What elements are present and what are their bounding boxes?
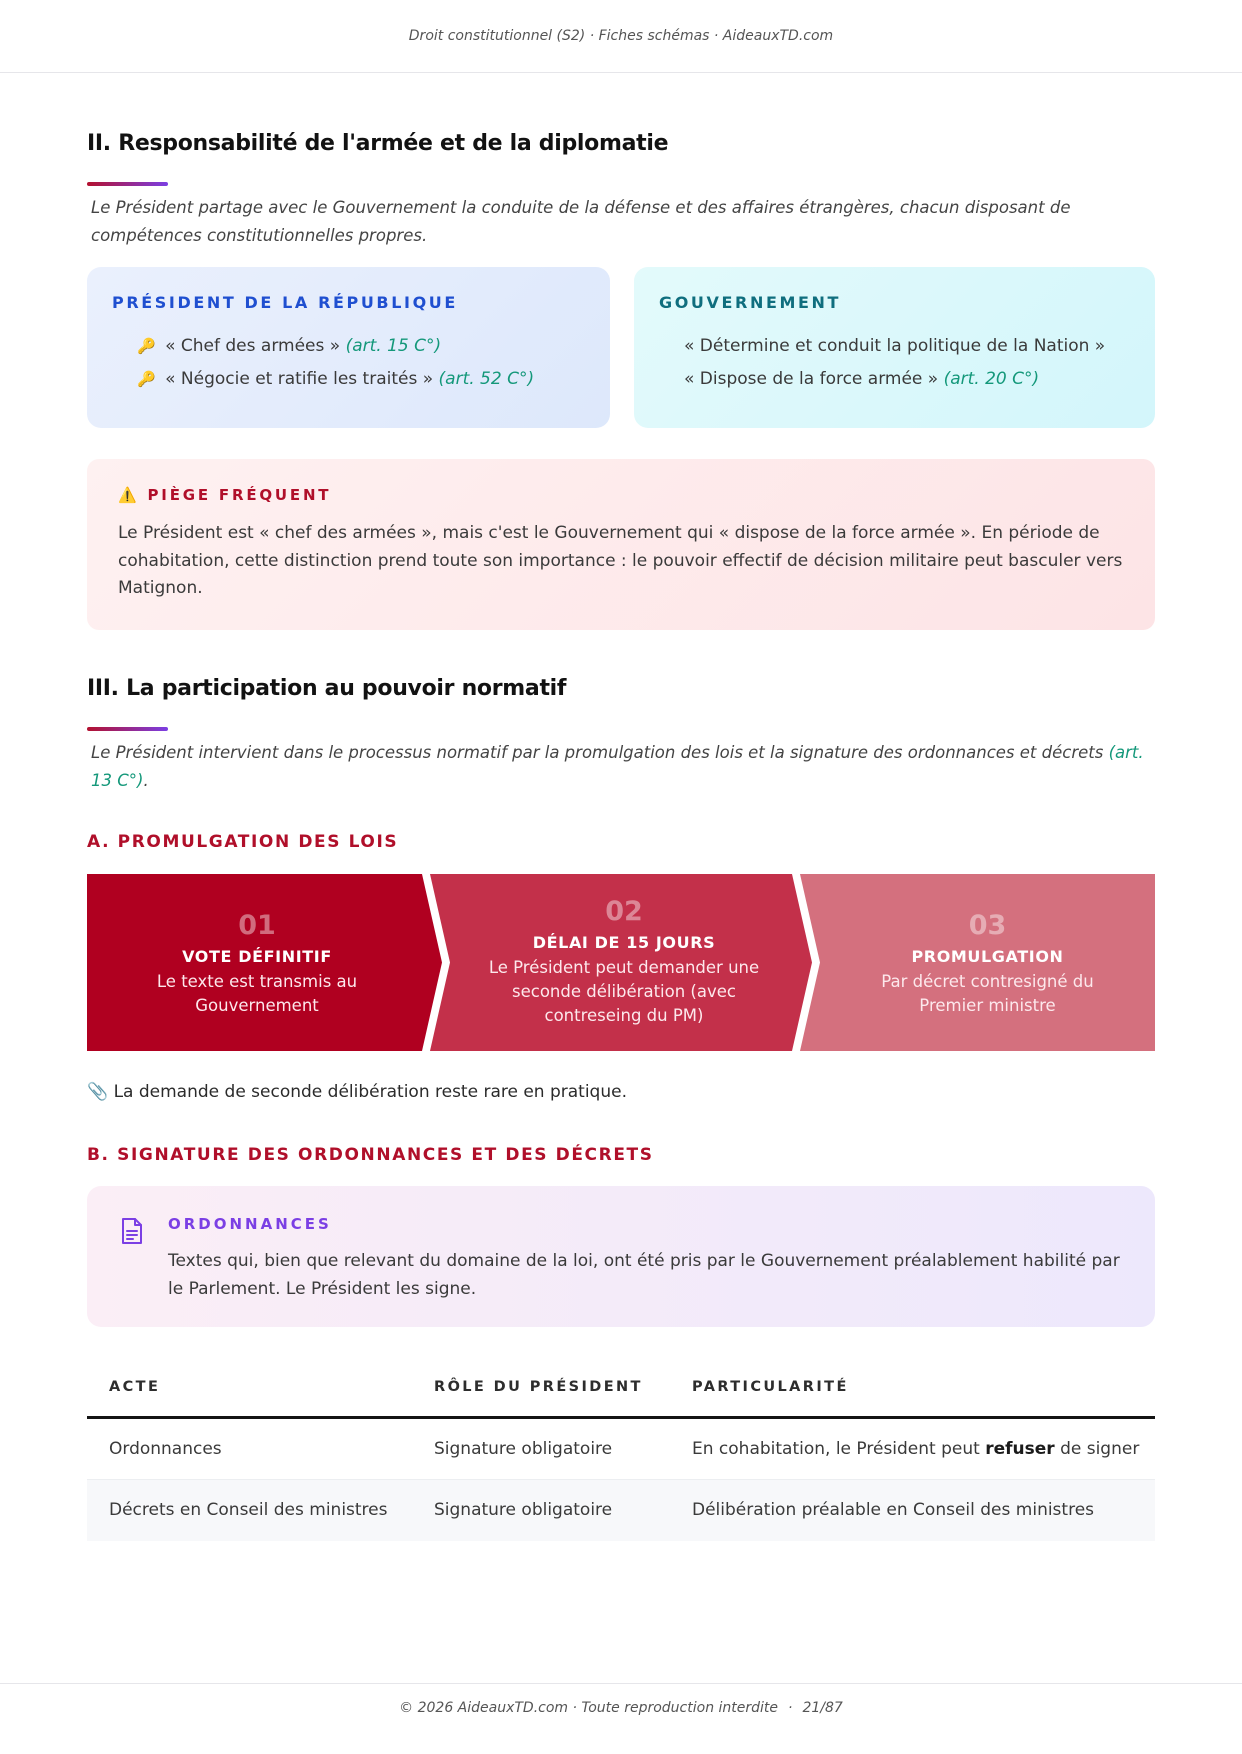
government-item (659, 363, 1130, 396)
president-card-heading: PRÉSIDENT DE LA RÉPUBLIQUE (112, 293, 458, 312)
cell-particularite (670, 1417, 1155, 1479)
cell-text: En cohabitation, le Président peut (692, 1438, 986, 1459)
step-description (157, 970, 357, 1018)
cell-role: Signature obligatoire (412, 1479, 670, 1541)
cell-text: de signer (1054, 1438, 1140, 1459)
step-desc-line: Le texte est transmis au (156, 972, 358, 991)
promulgation-flow (87, 874, 1155, 1051)
page-number: 21/87 (802, 1699, 843, 1716)
step-desc-line: Par décret contresigné du (881, 972, 1094, 991)
step-desc-line: Le Président peut demander une (488, 958, 760, 977)
warning-heading-text: PIÈGE FRÉQUENT (147, 486, 332, 504)
step-desc-line: Gouvernement (195, 996, 319, 1015)
flow-step-1 (87, 874, 427, 1051)
president-card (87, 267, 610, 428)
government-item-text: « Détermine et conduit la politique de la Nation » (684, 336, 1106, 356)
step-title: PROMULGATION (911, 947, 1064, 966)
table-row (87, 1417, 1155, 1479)
subheading-signature: B. SIGNATURE DES ORDONNANCES ET DES DÉCRETS (87, 1145, 654, 1165)
government-card-heading: GOUVERNEMENT (659, 293, 842, 312)
step-desc-line: seconde délibération (avec (512, 982, 736, 1001)
promulgation-note (87, 1082, 627, 1102)
step-title: VOTE DÉFINITIF (182, 947, 332, 966)
president-item-text: « Chef des armées » (165, 336, 341, 356)
column-header-role: RÔLE DU PRÉSIDENT (412, 1358, 670, 1417)
flow-step-2 (449, 874, 799, 1051)
government-item (659, 330, 1130, 363)
warning-callout (87, 459, 1155, 630)
ordinances-heading: ORDONNANCES (168, 1215, 332, 1233)
step-number: 01 (238, 910, 276, 941)
step-number: 03 (968, 910, 1007, 941)
section-title-army: II. Responsabilité de l'armée et de la diplomatie (87, 131, 669, 156)
step-desc-line: contreseing du PM) (544, 1006, 704, 1025)
section-title-normative: III. La participation au pouvoir normatif (87, 676, 567, 701)
article-ref: (art. 15 C°) (345, 336, 442, 356)
column-header-acte: ACTE (87, 1358, 412, 1417)
subheading-promulgation: A. PROMULGATION DES LOIS (87, 832, 399, 852)
step-number: 02 (605, 896, 643, 927)
footer-separator: · (788, 1699, 793, 1716)
president-item (112, 330, 585, 363)
title-underline (87, 727, 168, 731)
step-description (881, 970, 1093, 1018)
government-card (634, 267, 1155, 428)
lead-text: Le Président intervient dans le processus normatif par la promulgation des lois et la signature des ordonnances et décrets (91, 743, 1104, 762)
president-item (112, 363, 585, 396)
key-icon: 🔑 (137, 337, 156, 355)
column-header-particularite: PARTICULARITÉ (670, 1358, 1155, 1417)
page-footer (0, 1683, 1242, 1731)
ordinances-card (87, 1186, 1155, 1327)
roles-table (87, 1358, 1155, 1541)
document-icon (120, 1217, 144, 1249)
ordinances-text: Textes qui, bien que relevant du domaine de la loi, ont été pris par le Gouvernement préalablement habilité par le Parlement. Le Président les signe. (168, 1251, 1120, 1299)
government-item-text: « Dispose de la force armée » (684, 369, 939, 389)
footer-text: © 2026 AideauxTD.com · Toute reproduction interdite (399, 1699, 779, 1716)
flow-step-3 (820, 874, 1155, 1051)
step-title: DÉLAI DE 15 JOURS (532, 933, 716, 952)
cell-emphasis: refuser (985, 1438, 1055, 1459)
table-header-row (87, 1358, 1155, 1417)
cell-acte: Décrets en Conseil des ministres (87, 1479, 412, 1541)
header-text: Droit constitutionnel (S2) · Fiches schémas · AideauxTD.com (408, 28, 834, 44)
section-lead-army: Le Président partage avec le Gouvernement la conduite de la défense et des affaires étrangères, chacun disposant de compétences constitutionnelles propres. (91, 198, 1071, 245)
warning-text: Le Président est « chef des armées », mais c'est le Gouvernement qui « dispose de la force armée ». En période de cohabitation, cette distinction prend toute son importance : le pouvoir effectif de décision militaire peut basculer vers Matignon. (118, 523, 1123, 598)
section-lead-normative (91, 739, 1155, 795)
cell-acte: Ordonnances (87, 1417, 412, 1479)
cell-particularite: Délibération préalable en Conseil des ministres (670, 1479, 1155, 1541)
warning-icon: ⚠️ (118, 486, 140, 504)
table-row (87, 1479, 1155, 1541)
step-desc-line: Premier ministre (919, 996, 1056, 1015)
article-ref: (art. 13 C°) (91, 743, 1144, 790)
paperclip-icon: 📎 (87, 1082, 109, 1102)
step-description (489, 956, 759, 1028)
key-icon: 🔑 (137, 370, 156, 388)
cell-role: Signature obligatoire (412, 1417, 670, 1479)
warning-heading (118, 486, 1124, 504)
president-item-text: « Négocie et ratifie les traités » (165, 369, 434, 389)
article-ref: (art. 52 C°) (438, 369, 535, 389)
page-header (0, 0, 1242, 73)
lead-end: . (143, 771, 149, 790)
note-text: La demande de seconde délibération reste rare en pratique. (113, 1082, 627, 1102)
title-underline (87, 182, 168, 186)
article-ref: (art. 20 C°) (943, 369, 1040, 389)
